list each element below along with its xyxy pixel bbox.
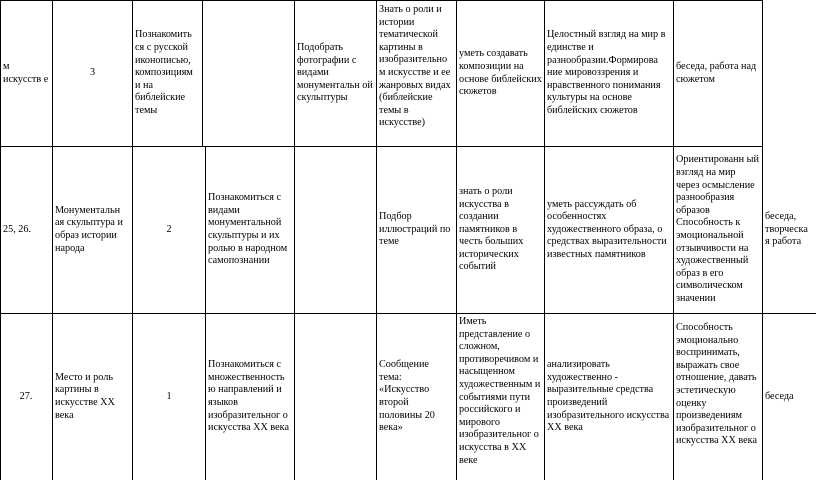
row1-number: м искусств е xyxy=(3,60,49,85)
row1-activity-cell xyxy=(295,1,376,146)
row1-form-cell xyxy=(674,1,762,146)
row1-form: беседа, работа над сюжетом xyxy=(676,60,757,85)
row3-hours: 1 xyxy=(166,390,172,402)
row3-skills-cell xyxy=(545,314,673,480)
row3-form-cell xyxy=(763,314,816,480)
row3-activity-cell xyxy=(377,314,456,480)
row1-skills: уметь создавать композиции на основе библейских сюжетов xyxy=(459,48,542,98)
row3-knowledge-cell xyxy=(457,316,544,480)
row2-activity: Подбор иллюстраций по теме xyxy=(379,211,451,248)
row2-content: Познакомиться с видами монументальной скульптуры и их ролью в народном самопознании xyxy=(208,192,288,267)
row1-number-cell xyxy=(1,1,51,146)
row2-knowledge: знать о роли искусства в создании памятников в честь больших исторических событий xyxy=(459,185,524,273)
row1-personal: Целостный взгляд на мир в единстве и разнообразии.Формирова ние мировоззрения и нравственного понимания культуры на основе библейских сюжетов xyxy=(547,29,666,116)
row2-personal-cell xyxy=(674,147,762,313)
row1-content: Познакомить ся с русской иконописью, композициям и на библейские темы xyxy=(135,29,193,116)
row3-hours-cell xyxy=(133,314,205,480)
row2-form-cell xyxy=(763,147,816,313)
row2-content-cell xyxy=(206,147,294,313)
row3-activity: Сообщение тема: «Искусство второй половины 20 века» xyxy=(379,359,435,434)
row1-knowledge: Знать о роли и истории тематической картины в изобразительно м искусстве и ее жанровых видах (библейские темы в искусстве) xyxy=(379,4,451,129)
row2-activity-cell xyxy=(377,147,456,313)
row3-personal: Способность эмоционально воспринимать, выражать свое отношение, давать эстетическую оценку произведениям изобразительног о искусства XX века xyxy=(676,322,757,447)
row2-personal: Ориентированн ый взгляд на мир через осмысление разнообразия образов Способность к эмоциональной отзывчивости на художественный образ в его символическом значении xyxy=(676,154,759,304)
row3-form: беседа xyxy=(765,390,794,402)
row1-hours: 3 xyxy=(89,67,96,79)
row2-form: беседа, творческа я работа xyxy=(765,211,808,248)
grid-line xyxy=(202,0,203,146)
row2-knowledge-cell xyxy=(457,147,544,313)
row2-hours: 2 xyxy=(166,223,172,235)
row1-content-cell xyxy=(133,1,202,146)
row2-number: 25, 26. xyxy=(3,223,32,235)
row1-personal-cell xyxy=(545,1,673,146)
row3-number: 27. xyxy=(19,390,33,402)
row1-hours-cell xyxy=(53,1,132,146)
row1-skills-cell xyxy=(457,1,544,146)
row1-activity: Подобрать фотографии с видами монументальн ой скульптуры xyxy=(297,42,373,104)
row3-content: Познакомиться с множественность ю направлений и языков изобразительног о искусства XX века xyxy=(208,359,289,434)
row3-skills: анализировать художественно - выразительные средства произведений изобразительного искусства XX века xyxy=(547,359,670,434)
row3-topic: Место и роль картины в искусстве XX века xyxy=(55,371,115,421)
row2-topic: Монументальн ая скульптура и образ истории народа xyxy=(55,204,123,254)
row3-knowledge: Иметь представление о сложном, противоречивом и насыщенном художественным и событиями пути российского и мирового изобразительног о искусства в XX веке xyxy=(459,316,541,466)
row3-topic-cell xyxy=(53,314,132,480)
row2-hours-cell xyxy=(133,147,205,313)
row3-personal-cell xyxy=(674,322,762,480)
row3-content-cell xyxy=(206,314,294,480)
row1-knowledge-cell xyxy=(377,4,456,146)
row2-skills-cell xyxy=(545,147,673,313)
row2-topic-cell xyxy=(53,147,132,313)
row3-number-cell xyxy=(1,314,51,480)
row2-number-cell xyxy=(1,147,51,313)
row2-skills: уметь рассуждать об особенностях художественного образа, о средствах выразительности известных памятников xyxy=(547,198,667,260)
